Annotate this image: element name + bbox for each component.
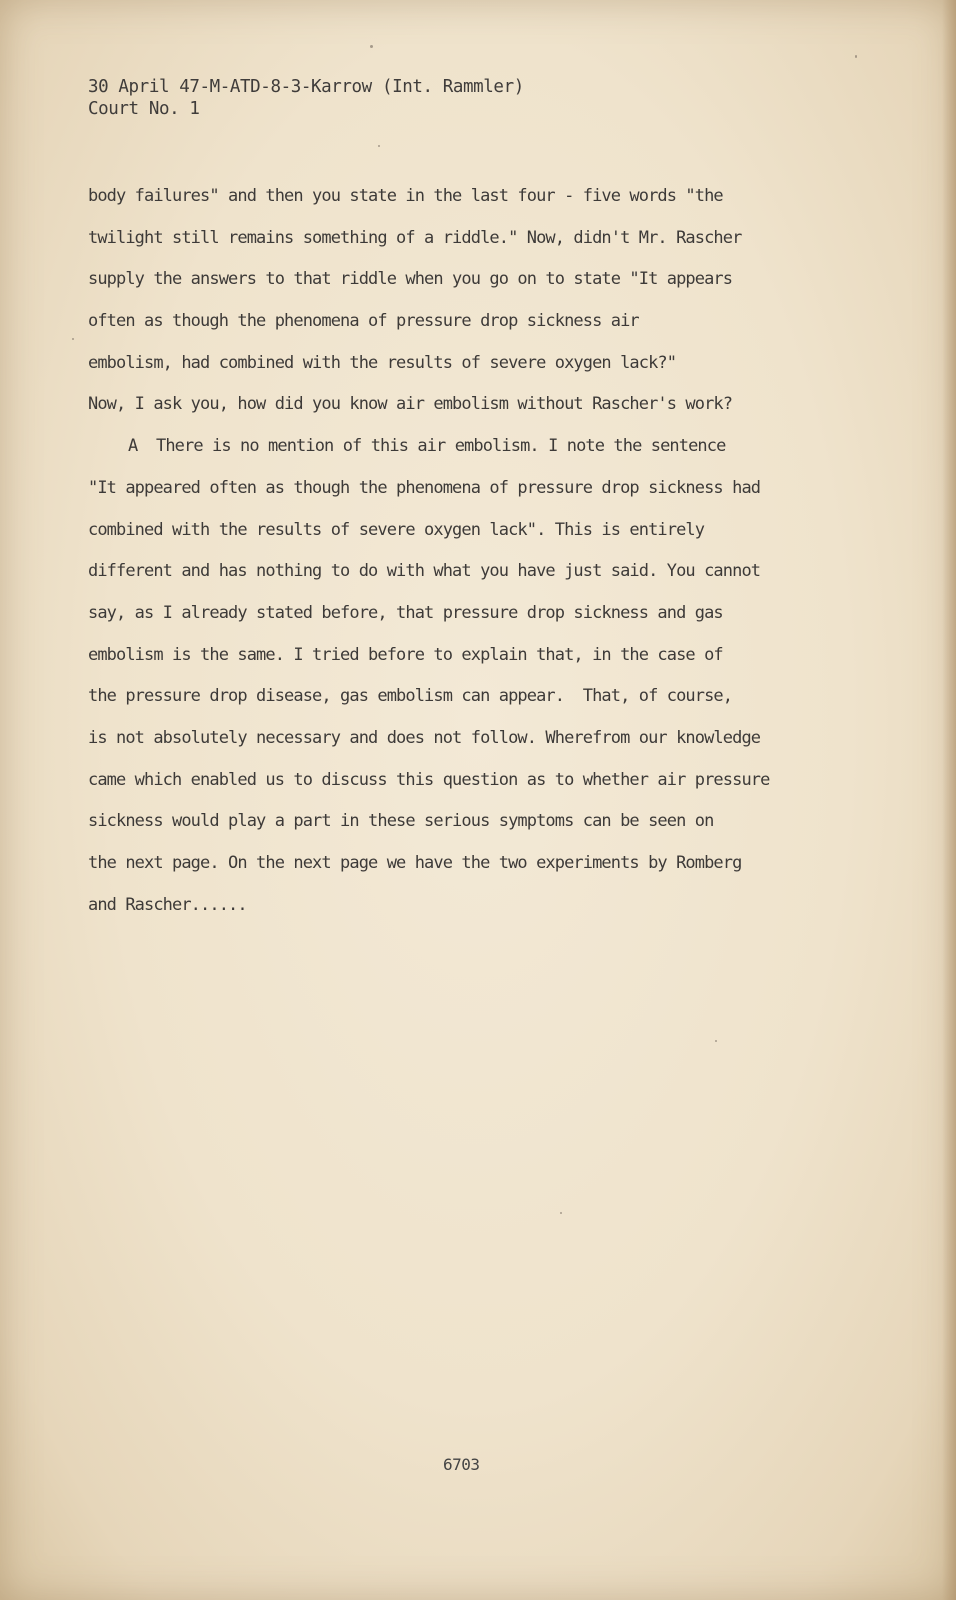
transcript-line: the next page. On the next page we have the two experiments by Romberg xyxy=(88,853,742,873)
paper-speck xyxy=(855,55,857,58)
transcript-line: say, as I already stated before, that pressure drop sickness and gas xyxy=(88,602,723,623)
paper-speck xyxy=(72,338,74,340)
paper-speck xyxy=(560,1212,562,1214)
page-number: 6703 xyxy=(443,1455,480,1474)
transcript-line: came which enabled us to discuss this question as to whether air pressure xyxy=(88,769,770,790)
transcript-line: the pressure drop disease, gas embolism can appear. That, of course, xyxy=(88,686,733,707)
paper-speck xyxy=(378,145,380,147)
paper-speck xyxy=(715,1040,717,1042)
header-case-reference: 30 April 47-M-ATD-8-3-Karrow (Int. Rammler) xyxy=(88,77,524,97)
transcript-line: twilight still remains something of a riddle." Now, didn't Mr. Rascher xyxy=(88,227,742,248)
transcript-line: and Rascher...... xyxy=(88,894,247,915)
page-edge-shadow xyxy=(942,0,956,1600)
transcript-line: supply the answers to that riddle when you go on to state "It appears xyxy=(88,269,733,290)
transcript-line: embolism, had combined with the results of severe oxygen lack?" xyxy=(88,352,677,373)
paper-speck xyxy=(370,45,373,48)
transcript-line: body failures" and then you state in the last four - five words "the xyxy=(88,186,723,206)
transcript-line: A There is no mention of this air embolism. I note the sentence xyxy=(128,436,726,457)
transcript-line: combined with the results of severe oxygen lack". This is entirely xyxy=(88,519,705,540)
transcript-body xyxy=(88,176,938,926)
transcript-line: Now, I ask you, how did you know air embolism without Rascher's work? xyxy=(88,394,733,415)
transcript-line: sickness would play a part in these serious symptoms can be seen on xyxy=(88,811,714,832)
header-court-number: Court No. 1 xyxy=(88,99,200,119)
transcript-line: embolism is the same. I tried before to explain that, in the case of xyxy=(88,644,723,665)
transcript-line: "It appeared often as though the phenomena of pressure drop sickness had xyxy=(88,477,761,498)
transcript-line: often as though the phenomena of pressure drop sickness air xyxy=(88,311,639,332)
document-header xyxy=(88,76,524,120)
transcript-line: is not absolutely necessary and does not follow. Wherefrom our knowledge xyxy=(88,727,761,748)
transcript-line: different and has nothing to do with what you have just said. You cannot xyxy=(88,561,761,582)
